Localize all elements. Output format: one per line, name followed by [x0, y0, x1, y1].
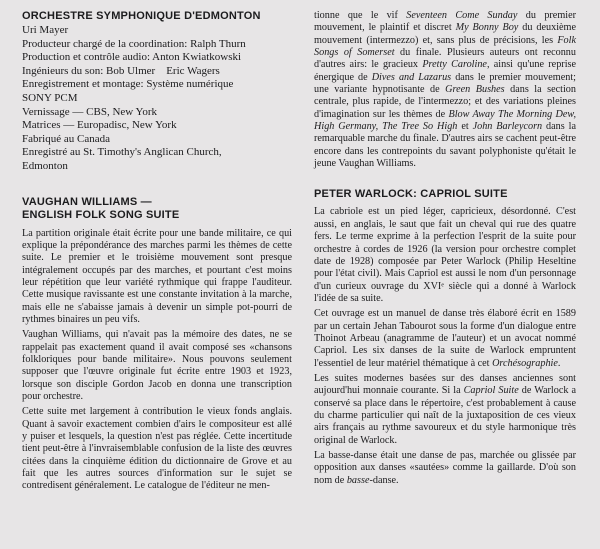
song-title: Blow Away The Morning Dew, High Germany, The Tree So High [314, 108, 576, 133]
song-title: My Bonny Boy [455, 22, 519, 34]
text-run: -danse. [369, 474, 399, 486]
warlock-paragraph-3 [314, 373, 576, 447]
song-title: Green Bushes [445, 84, 505, 96]
song-title: Pretty Caroline [422, 59, 487, 71]
emphasis: basse [346, 474, 370, 486]
orchestra-heading: ORCHESTRE SYMPHONIQUE D'EDMONTON [22, 10, 261, 22]
credit-line: Ingénieurs du son: Bob Ulmer Eric Wagers [22, 64, 220, 77]
song-title: Dives and Lazarus [371, 71, 452, 83]
warlock-paragraph-4 [314, 450, 576, 487]
credit-line: Fabriqué au Canada [22, 132, 110, 145]
text-run: et [457, 121, 473, 133]
vaughan-paragraph-continuation [314, 10, 576, 170]
credit-line: Edmonton [22, 159, 68, 172]
text-run: dans la section centrale, plus rapide, de l'intermezzo; et des variations pleines d'imagination sur les thèmes de [314, 84, 576, 120]
text-run: dans la remarquable marche du finale. D'autres airs se cachent peut-être encore dans les contrepoints du savant polyphoniste qu'était le jeune Vaughan Williams. [314, 121, 576, 170]
warlock-heading: PETER WARLOCK: CAPRIOL SUITE [314, 188, 508, 201]
vaughan-heading-line1: VAUGHAN WILLIAMS — [22, 195, 152, 208]
vaughan-paragraph-2: Vaughan Williams, qui n'avait pas la mémoire des dates, ne se rappelait pas exactement quand il avait composé ses «chansons folkloriques pour bande militaire». Nous pouvons seulement supposer que l'œuvre originale fut écrite entre 1903 et 1923, lorsque son disciple Gordon Jacob en donna une transcription pour orchestre. [22, 329, 292, 402]
text-run: dans le premier mouvement; une variante hypnotisante de [314, 71, 576, 96]
right-column [314, 10, 576, 490]
song-title: John Barleycorn [472, 121, 543, 133]
credit-line: SONY PCM [22, 91, 78, 104]
credit-line: Producteur chargé de la coordination: Ralph Thurn [22, 37, 246, 50]
credit-line: Enregistrement et montage: Système numérique [22, 78, 234, 91]
text-run: Cet ouvrage est un manuel de danse très élaboré écrit en 1589 par un certain Jehan Tabourot sous la forme d'un dialogue entre Thoinot Arbeau (anagramme de l'auteur) et un avocat nommé Capriol. Les six danses de la suite de Warlock empruntent l'essentiel de leur matériel thématique à cet [314, 308, 576, 369]
warlock-paragraph-1: La cabriole est un pied léger, capricieux, désordonné. C'est aussi, en anglais, le saut que fait un cheval qui rue des quatre fers. Le terme exprime à la perfection l'esprit de la suite pour orchestre à cordes de 1926 (la version pour orchestre complet date de 1928) composée par Peter Warlock (Philip Heseltine pour l'état civil). Mais Capriol est aussi le nom d'un personnage d'un curieux ouvrage du XVIᵉ siècle qui a donné à Warlock l'idée de sa suite. [314, 206, 576, 304]
text-run: tionne que le vif [314, 10, 407, 21]
book-title: Orchésographie [492, 357, 558, 369]
vaughan-paragraph-3: Cette suite met largement à contribution le vieux fonds anglais. Quant à savoir exactement combien d'airs le compositeur est allé y puiser et lesquels, la question n'est pas réglée. Cette incertitude tient peut-être à l'invraisemblable confusion de la liste des œuvres citées dans la cinquième édition du dictionnaire de Grove et au fait que les autres sources d'information sur le sujet se contredisent généralement. Le catalogue de l'éditeur ne men- [22, 406, 292, 492]
text-run: du deuxième mouvement (intermezzo) et, sans plus de précisions, les [314, 22, 576, 46]
credit-line: Enregistré au St. Timothy's Anglican Church, [22, 146, 222, 159]
credit-line: Matrices — Europadisc, New York [22, 119, 177, 132]
vaughan-heading-line2: ENGLISH FOLK SONG SUITE [22, 208, 180, 221]
recording-credits [22, 24, 292, 174]
text-run: Les suites modernes basées sur des danses anciennes sont aujourd'hui monnaie courante. Si la [314, 372, 576, 397]
warlock-section [314, 188, 576, 487]
left-column [22, 10, 292, 496]
text-run: de Warlock a conservé sa place dans le répertoire, c'est probablement à cause du charme particulier qui naît de la juxtaposition de ces vieux airs français au rythme savoureux et du style harmonique très original de Warlock. [314, 385, 576, 446]
text-run: du premier mouvement, le plaintif et discret [314, 10, 577, 34]
text-run: La basse-danse était une danse de pas, marchée ou glissée par opposition aux danses «sautées» comme la gaillarde. D'où son nom de [314, 450, 576, 486]
warlock-paragraph-2 [314, 308, 576, 370]
credit-line: Production et contrôle audio: Anton Kwiatkowski [22, 51, 242, 64]
credit-line: Uri Mayer [22, 24, 69, 36]
credit-line: Vernissage — CBS, New York [22, 105, 158, 118]
text-run: . [557, 357, 561, 369]
song-title: Seventeen Come Sunday [406, 10, 518, 21]
song-title: Folk Songs of Somerset [314, 34, 576, 59]
text-run: du finale. Plusieurs auteurs ont reconnu d'autres airs: le gracieux [314, 47, 576, 71]
work-title: Capriol Suite [463, 385, 519, 397]
text-run: , ainsi qu'une reprise énergique de [314, 59, 577, 83]
vaughan-paragraph-1: La partition originale était écrite pour une bande militaire, ce qui explique la prépondérance des marches parmi les thèmes de cette suite. Le premier et le troisième mouvement sont presque intégralement occupés par des marches, et pourtant c'est moins leur répétition que leur variété rythmique qui frappe l'auditeur. Cette musique ravissante est une constante invitation à la marche, mais elle ne s'abaisse jamais à devenir un simple pot-pourri de rythmes binaires un peu vifs. [22, 227, 292, 325]
